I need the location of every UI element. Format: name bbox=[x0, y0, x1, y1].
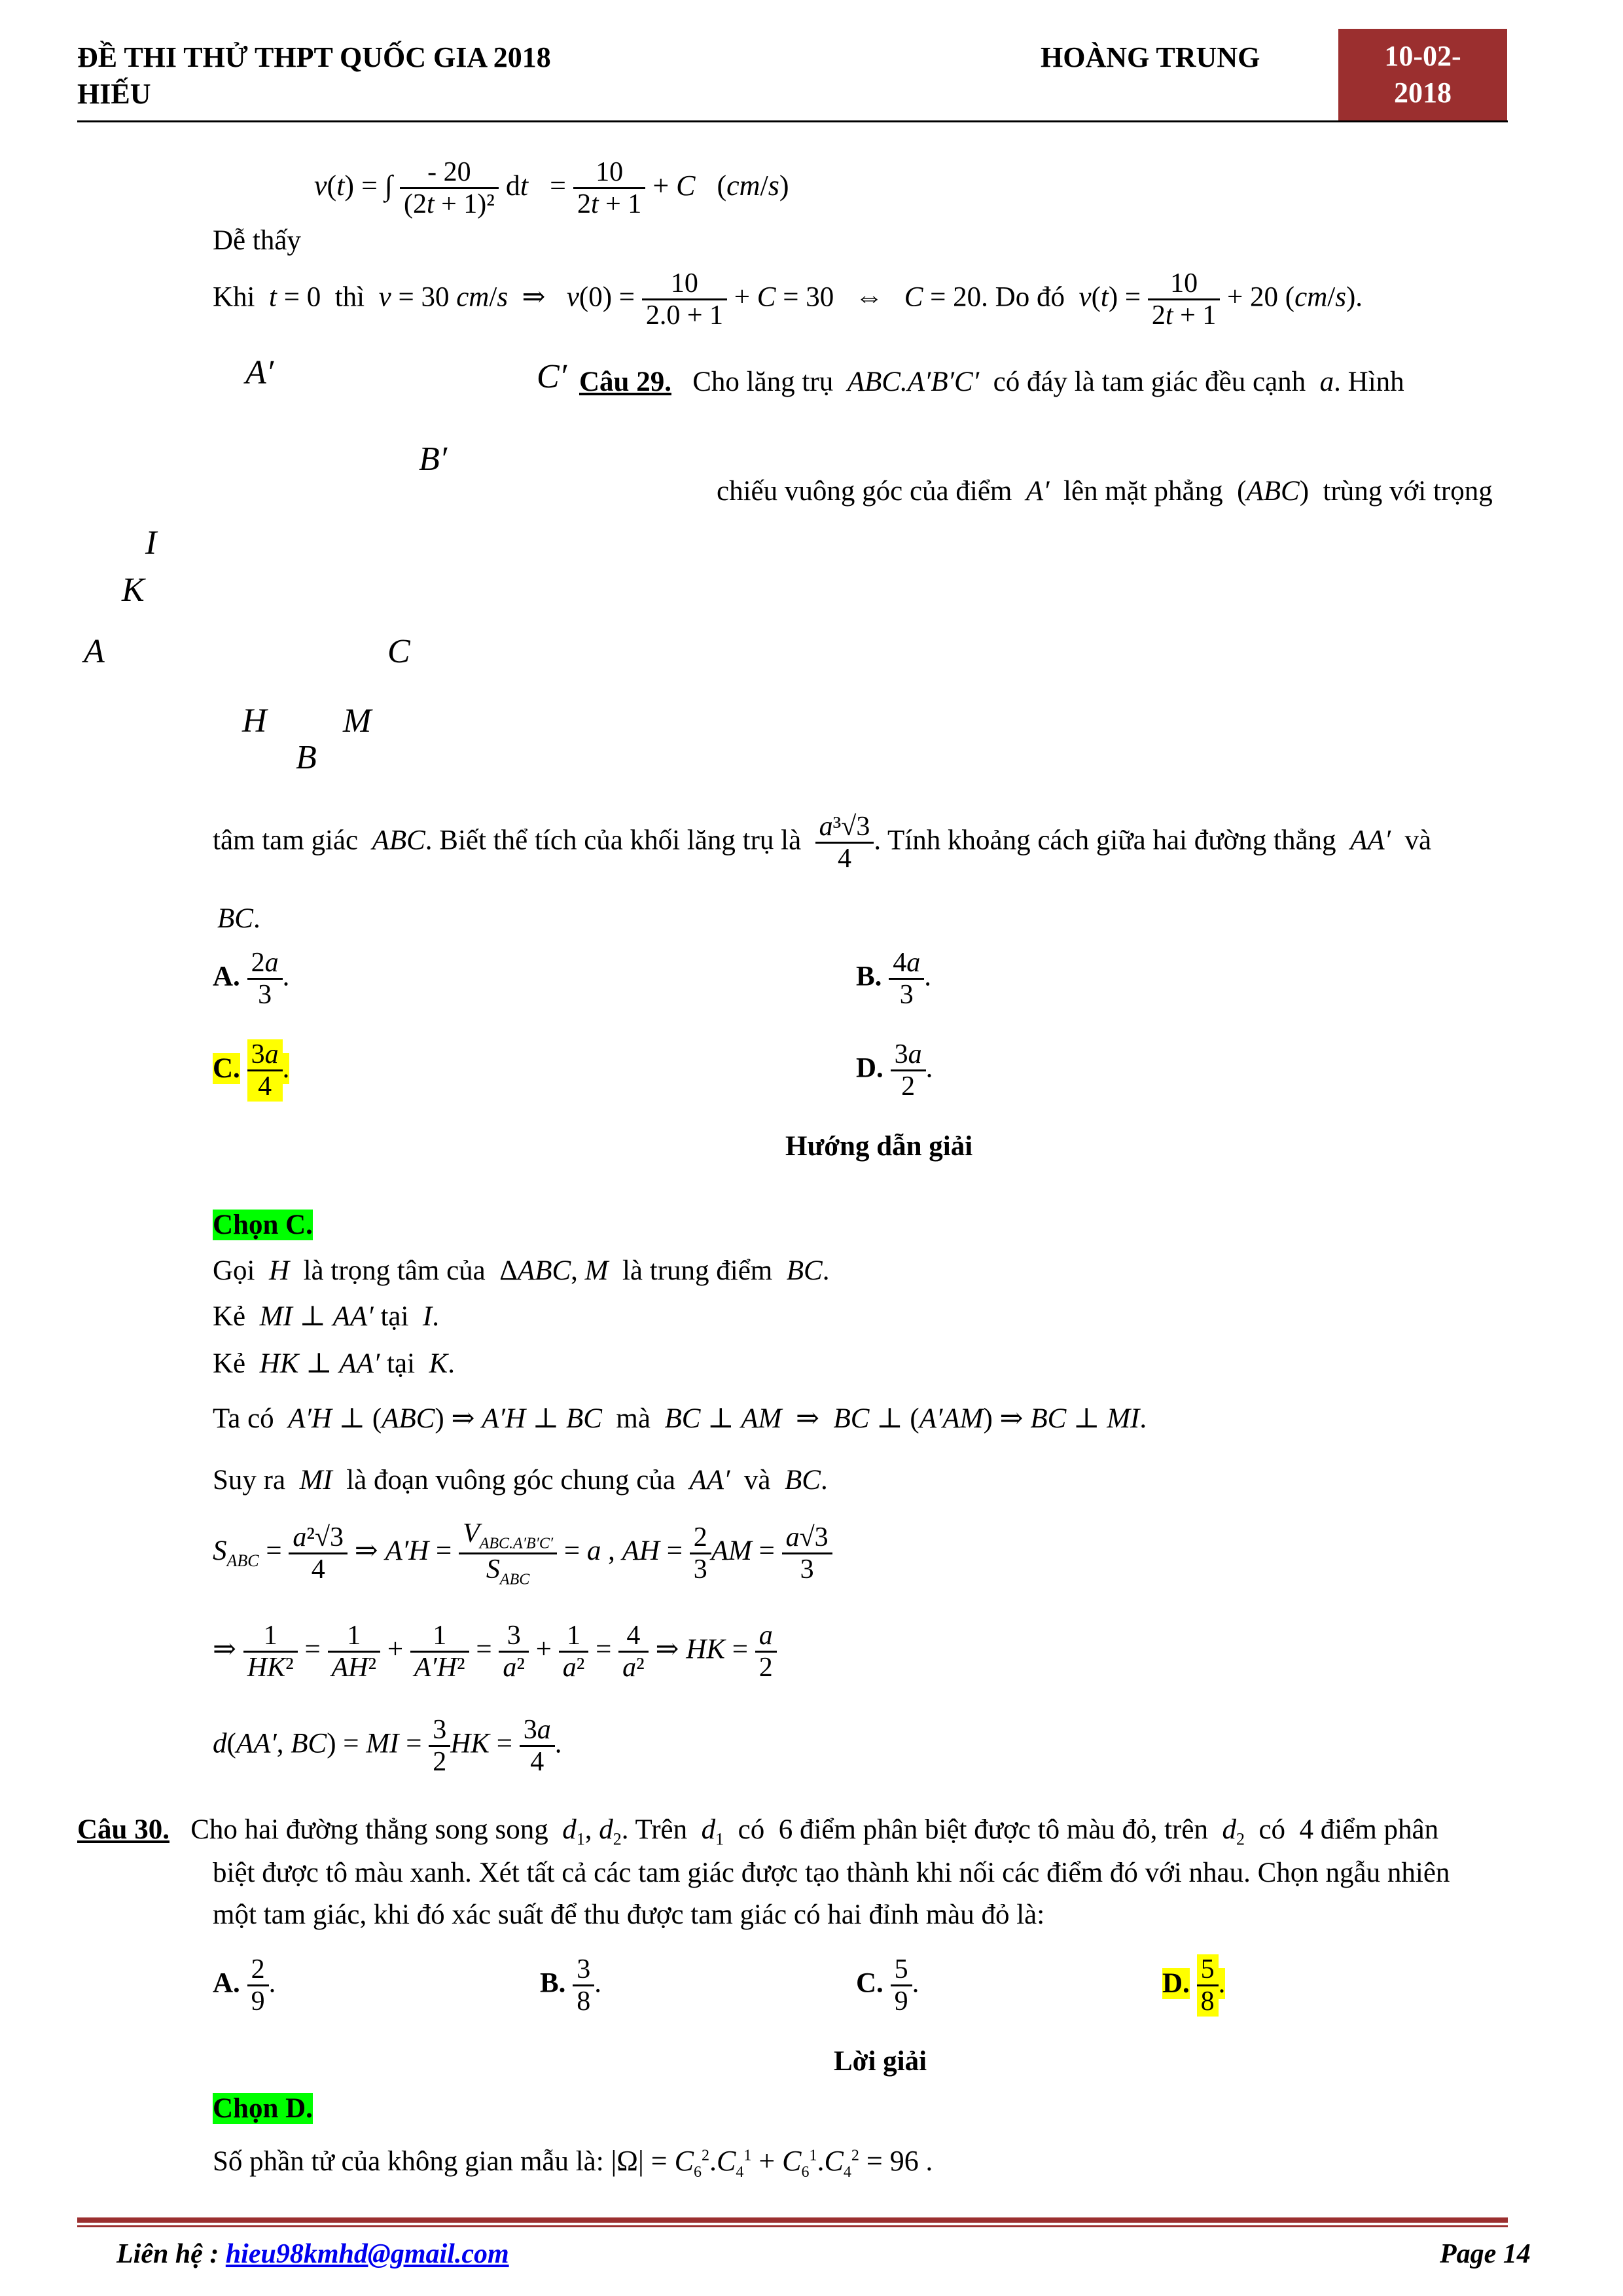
q29-line3: tâm tam giác ABC. Biết thể tích của khối lăng trụ là $\frac{\text{a³√3}}{4}$ . Tính khoảng cách giữa hai đường thẳng AA′ và bbox=[213, 812, 1432, 874]
q30-line3: một tam giác, khi đó xác suất để thu được tam giác có hai đỉnh màu đỏ là: bbox=[213, 1899, 1045, 1930]
footer-page-number: Page 14 bbox=[1440, 2239, 1531, 2269]
q30-option-c: C. $\frac{5}{9}$ . bbox=[856, 1954, 919, 2017]
q29-line3-end: BC. bbox=[217, 903, 260, 934]
header-date-line2: 2018 bbox=[1394, 77, 1452, 109]
q29-option-c: C. $\frac{3a}{4}$ . bbox=[213, 1039, 290, 1102]
figure-label-b: B bbox=[296, 739, 317, 776]
footer-rule-thick bbox=[77, 2217, 1508, 2223]
q29-option-b: B. $\frac{4a}{3}$ . bbox=[856, 948, 931, 1011]
figure-label-h: H bbox=[242, 702, 267, 740]
q29-eq-1: $S_{ABC}$ = $\frac{\text{a²√3}}{4}$ ⇒ A′H = $\frac{V_{ABC.A'B'C'}}{S_{ABC}}$ = a , AH = $\frac{2}{3}$ AM = $\frac{a√3}{3}$ bbox=[213, 1518, 832, 1588]
figure-label-m: M bbox=[343, 702, 372, 740]
header-date-line1: 10-02- bbox=[1384, 40, 1461, 72]
q29-number: Câu 29. bbox=[579, 367, 671, 397]
q29-guide-title: Hướng dẫn giải bbox=[785, 1131, 973, 1162]
q29-eq-2: ⇒ $\frac{1}{\text{HK²}}$ = $\frac{1}{\text{AH²}}$ + $\frac{1}{\text{A′H²}}$ = $\frac{3}{\text{a²}}$ + $\frac{1}{\text{a²}}$ = $\frac{4}{\text{a²}}$ ⇒ HK = $\frac{a}{2}$ bbox=[213, 1621, 777, 1683]
q29-step-4: Ta có A′H ⊥ (ABC) ⇒ A′H ⊥ BC mà BC ⊥ AM ⇒ BC ⊥ (A′AM) ⇒ BC ⊥ MI. bbox=[213, 1403, 1147, 1434]
figure-label-c: C bbox=[387, 633, 410, 670]
q29-answer: Chọn C. bbox=[213, 1210, 313, 1240]
q29-step-2: Kẻ MI ⊥ AA′ tại I. bbox=[213, 1301, 439, 1332]
figure-label-k: K bbox=[122, 571, 145, 609]
q29-option-d: D. $\frac{3a}{2}$ . bbox=[856, 1039, 933, 1102]
footer-contact bbox=[116, 2238, 509, 2270]
q29-eq-3: d(AA′, BC) = MI = $\frac{3}{2}$ HK = $\frac{3a}{4}$ . bbox=[213, 1715, 562, 1778]
q29-step-3: Kẻ HK ⊥ AA′ tại K. bbox=[213, 1348, 455, 1379]
q29-step-1: Gọi H là trọng tâm của ΔABC, M là trung điểm BC. bbox=[213, 1255, 830, 1286]
q29-step-5: Suy ra MI là đoạn vuông góc chung của AA′ và BC. bbox=[213, 1465, 828, 1496]
q30-sample-space: Số phần tử của không gian mẫu là: $|\Omega| = C_6^2.C_4^1 + C_6^1.C_4^2 = 96$ . bbox=[213, 2145, 933, 2181]
de-thay-label: Dễ thấy bbox=[213, 225, 301, 256]
khi-line: Khi t = 0 thì v = 30 cm/s ⇒ v(0) = $\frac{10}{2.0 + 1}$ + C = 30 ⇔ C = 20. Do đó v(t) = $\frac{10}{2t + 1}$ + 20 (cm/s). bbox=[213, 268, 1363, 331]
figure-label-i: I bbox=[145, 524, 157, 562]
q30-option-a: A. $\frac{2}{9}$ . bbox=[213, 1954, 276, 2017]
integral-equation: v(t) = ∫ $\frac{- 20}{\text{(2t + 1)²}}$ dt = $\frac{10}{2t + 1}$ + C (cm/s) bbox=[314, 157, 789, 220]
q30-guide-title: Lời giải bbox=[834, 2046, 927, 2077]
footer-contact-label: Liên hệ : bbox=[116, 2239, 219, 2269]
figure-label-b-prime: B′ bbox=[419, 440, 448, 478]
q29-option-a: A. $\frac{2a}{3}$ . bbox=[213, 948, 290, 1011]
footer-email-link[interactable]: hieu98kmhd@gmail.com bbox=[225, 2239, 509, 2269]
figure-label-c-prime: C′ bbox=[537, 358, 567, 395]
footer-rule-thin bbox=[77, 2225, 1508, 2227]
q29-line2: chiếu vuông góc của điểm A′ lên mặt phẳng (ABC) trùng với trọng bbox=[717, 476, 1493, 507]
q30-answer: Chọn D. bbox=[213, 2093, 313, 2124]
q30-line2: biệt được tô màu xanh. Xét tất cả các tam giác được tạo thành khi nối các điểm đó với nhau. Chọn ngẫu nhiên bbox=[213, 1857, 1450, 1888]
figure-label-a: A bbox=[84, 633, 105, 670]
header-rule bbox=[77, 120, 1508, 122]
header-date-box bbox=[1338, 29, 1507, 120]
q30-line1: Câu 30. Cho hai đường thẳng song song $d_1$, $d_2$. Trên $d_1$ có 6 điểm phân biệt được tô màu đỏ, trên $d_2$ có 4 điểm phân bbox=[77, 1814, 1439, 1849]
q29-line1: Câu 29. Cho lăng trụ ABC.A′B′C′ có đáy là tam giác đều cạnh a. Hình bbox=[579, 367, 1404, 397]
q30-option-b: B. $\frac{3}{8}$ . bbox=[540, 1954, 601, 2017]
header-title-line2: HIẾU bbox=[77, 78, 151, 110]
figure-label-a-prime: A′ bbox=[245, 354, 274, 391]
header-title: ĐỀ THI THỬ THPT QUỐC GIA 2018 bbox=[77, 41, 551, 73]
header-author: HOÀNG TRUNG bbox=[1041, 41, 1260, 73]
q30-number: Câu 30. bbox=[77, 1814, 169, 1845]
q30-option-d: D. $\frac{5}{8}$ . bbox=[1162, 1954, 1226, 2017]
